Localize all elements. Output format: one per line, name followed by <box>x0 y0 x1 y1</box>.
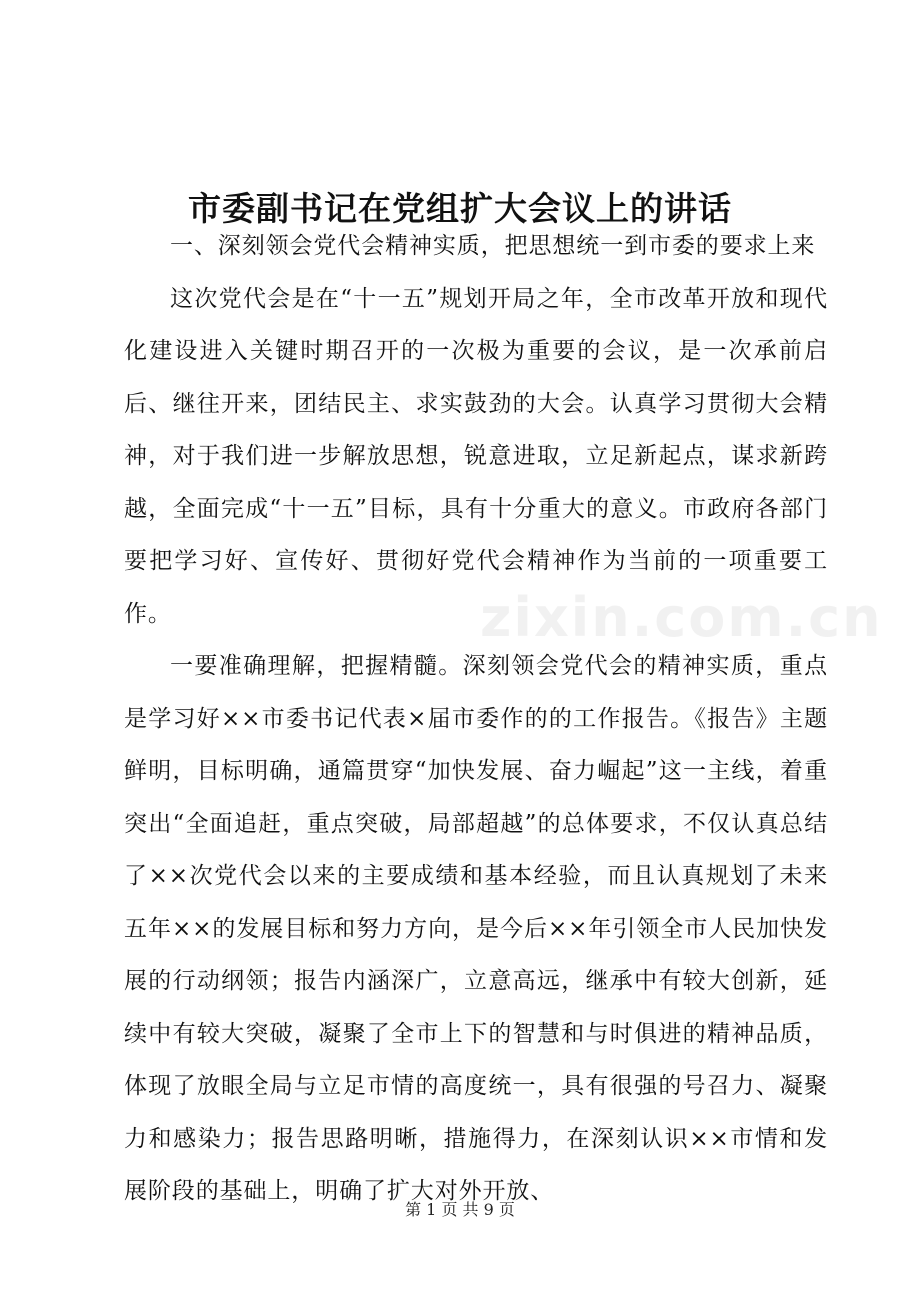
document-title: 市委副书记在党组扩大会议上的讲话 <box>188 189 732 229</box>
section-heading: 一、深刻领会党代会精神实质，把思想统一到市委的要求上来 <box>170 233 816 259</box>
page-number-footer: 第 1 页 共 9 页 <box>405 1200 515 1219</box>
body-paragraph: 这次党代会是在“十一五”规划开局之年，全市改革开放和现代化建设进入关键时期召开的一次极为重要的会议，是一次承前启后、继往开来，团结民主、求实鼓劲的大会。认真学习贯彻大会精神，对于我们进一步解放思想，锐意进取，立足新起点，谋求新跨越，全面完成“十一五”目标，具有十分重大的意义。市政府各部门要把学习好、宣传好、贯彻好党代会精神作为当前的一项重要工作。 <box>124 285 828 627</box>
document-body <box>124 220 828 1218</box>
watermark-logo: zixin.com.cn <box>480 586 883 649</box>
body-paragraph: 一要准确理解，把握精髓。深刻领会党代会的精神实质，重点是学习好××市委书记代表×届市委作的的工作报告。《报告》主题鲜明，目标明确，通篇贯穿“加快发展、奋力崛起”这一主线，着重突出“全面追赶，重点突破，局部超越”的总体要求，不仅认真总结了××次党代会以来的主要成绩和基本经验，而且认真规划了未来五年××的发展目标和努力方向，是今后××年引领全市人民加快发展的行动纲领；报告内涵深广，立意高远，继承中有较大创新，延续中有较大突破，凝聚了全市上下的智慧和与时俱进的精神品质，体现了放眼全局与立足市情的高度统一，具有很强的号召力、凝聚力和感染力；报告思路明晰，措施得力，在深刻认识××市情和发展阶段的基础上，明确了扩大对外开放、 <box>124 653 828 1204</box>
